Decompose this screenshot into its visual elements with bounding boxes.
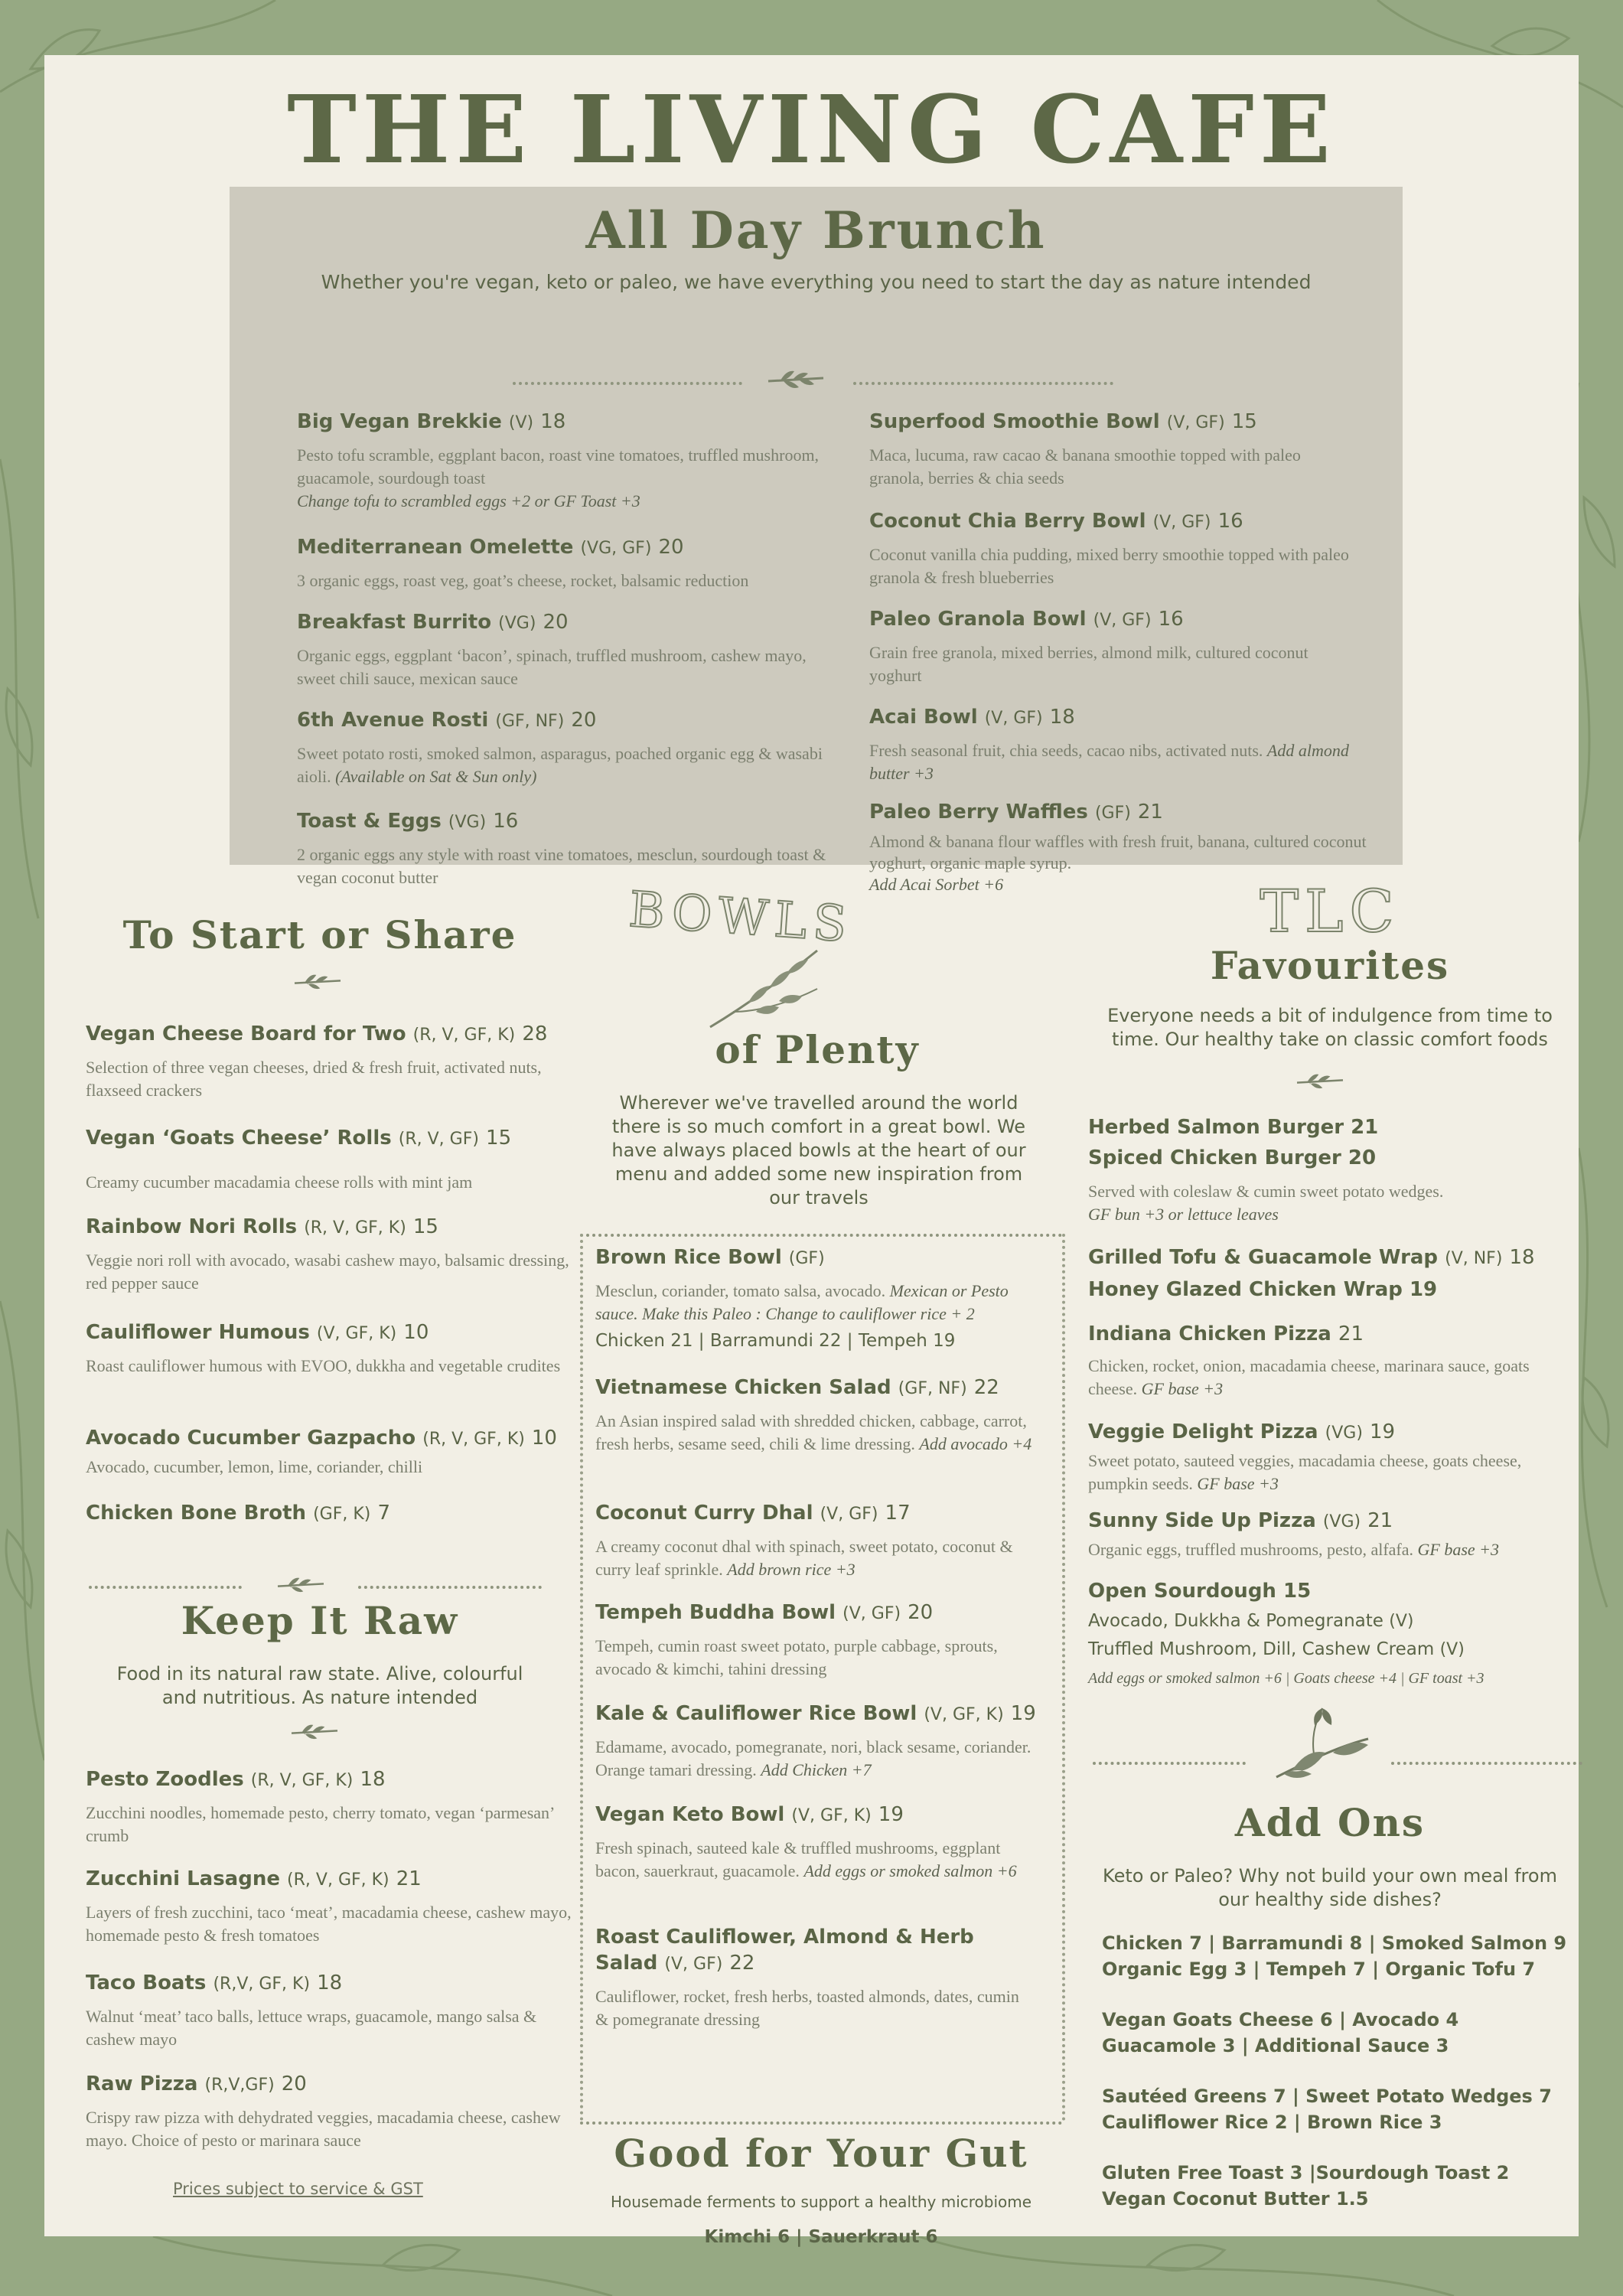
item-name: Breakfast Burrito (297, 611, 492, 634)
item-tags: (GF, NF) (495, 712, 565, 731)
item-tags: (R,V,GF) (204, 2076, 275, 2095)
item-extra: Change tofu to scrambled eggs +2 or GF Toast +3 (297, 491, 640, 510)
menu-item (86, 1319, 575, 1378)
leaf-sprig-icon (291, 970, 344, 993)
item-price: 21 (1137, 801, 1163, 823)
item-name: Grilled Tofu & Guacamole Wrap (1088, 1246, 1439, 1269)
item-price: 19 (878, 1803, 904, 1826)
item-desc: Walnut ‘meat’ taco balls, lettuce wraps, guacamole, mango salsa & cashew mayo (86, 2007, 537, 2049)
flower-sprig-icon (1269, 1701, 1376, 1785)
addons-intro: Keto or Paleo? Why not build your own meal from our healthy side dishes? (1103, 1865, 1557, 1910)
item-option: Truffled Mushroom, Dill, Cashew Cream (1088, 1639, 1435, 1659)
menu-item (869, 606, 1359, 687)
item-price: 19 (1369, 1420, 1396, 1443)
item-name: Indiana Chicken Pizza (1088, 1322, 1331, 1345)
item-desc: Veggie nori roll with avocado, wasabi cashew mayo, balsamic dressing, red pepper sauce (86, 1251, 569, 1293)
item-tags: (VG) (1325, 1424, 1363, 1443)
item-tags: (VG) (1322, 1512, 1361, 1531)
item-options: Chicken 21 | Barramundi 22 | Tempeh 19 (595, 1331, 956, 1351)
item-desc: Pesto tofu scramble, eggplant bacon, roast vine tomatoes, truffled mushroom, guacamole, sourdough toast (297, 445, 820, 488)
menu-item (595, 1500, 1047, 1581)
item-tags: (V, GF) (1152, 513, 1211, 532)
wraps-item (1088, 1244, 1578, 1303)
menu-item (86, 1425, 591, 1479)
item-tags: (V, NF) (1445, 1249, 1503, 1268)
bowls-box-right-border (1062, 1234, 1065, 2122)
item-price: 21 (396, 1867, 422, 1890)
item-price: 20 (658, 536, 684, 559)
menu-item (297, 609, 833, 690)
item-name: Big Vegan Brekkie (297, 410, 502, 433)
item-extra: (Available on Sat & Sun only) (335, 767, 537, 786)
item-desc: Crispy raw pizza with dehydrated veggies, macadamia cheese, cashew mayo. Choice of pesto or marinara sauce (86, 2108, 561, 2150)
item-tags: (V, GF) (842, 1604, 901, 1623)
item-price: 10 (531, 1427, 557, 1450)
menu-item (595, 1375, 1054, 1456)
item-name: Avocado Cucumber Gazpacho (86, 1427, 416, 1450)
item-price: 22 (973, 1376, 999, 1399)
item-desc: Almond & banana flour waffles with fresh fruit, banana, cultured coconut yoghurt, organic maple syrup. (869, 832, 1367, 872)
menu-item (595, 1244, 1047, 1353)
item-name: Vegan ‘Goats Cheese’ Rolls (86, 1127, 392, 1150)
item-tags: (R,V, GF, K) (213, 1975, 311, 1994)
item-price: 21 (1367, 1509, 1393, 1532)
item-price: 16 (1217, 510, 1243, 533)
item-option: Avocado, Dukkha & Pomegranate (1088, 1611, 1383, 1631)
item-tags: (R, V, GF, K) (412, 1026, 516, 1045)
bowls-outline-heading: BOWLS (627, 881, 855, 954)
item-name: Toast & Eggs (297, 810, 442, 833)
item-price: 10 (403, 1321, 429, 1344)
menu-item (595, 1600, 1047, 1681)
item-price: 19 (1010, 1702, 1036, 1725)
item-tags: (V, GF) (1166, 413, 1225, 432)
item-tags: (V) (1439, 1640, 1465, 1659)
item-desc: Tempeh, cumin roast sweet potato, purple cabbage, sprouts, avocado & kimchi, tahini dressing (595, 1636, 998, 1678)
menu-item (1088, 1508, 1578, 1561)
item-price: 15 (486, 1127, 512, 1150)
item-desc: An Asian inspired salad with shredded chicken, cabbage, carrot, fresh herbs, sesame seed, chili & lime dressing. (595, 1411, 1027, 1453)
item-desc: Organic eggs, eggplant ‘bacon’, spinach, truffled mushroom, cashew mayo, sweet chili sauce, mexican sauce (297, 646, 807, 688)
item-extra: GF base +3 (1197, 1474, 1279, 1493)
item-desc: Fresh seasonal fruit, chia seeds, cacao nibs, activated nuts. (869, 741, 1263, 760)
item-price: 20 (543, 611, 569, 634)
item-name: Sunny Side Up Pizza (1088, 1509, 1316, 1532)
item-desc: Sweet potato rosti, smoked salmon, asparagus, poached organic egg & wasabi aioli. (297, 744, 823, 786)
bowls-box-bottom-border (580, 2122, 1062, 2125)
item-price: 16 (493, 810, 519, 833)
item-name: Roast Cauliflower, Almond & Herb Salad (595, 1926, 974, 1975)
item-name: Tempeh Buddha Bowl (595, 1601, 836, 1624)
item-tags: (V, GF, K) (316, 1324, 397, 1343)
gut-title: Good for Your Gut (614, 2131, 1028, 2176)
leaf-sprig-icon (765, 366, 826, 393)
cafe-title: THE LIVING CAFE (287, 74, 1336, 184)
menu-item (86, 1021, 575, 1102)
item-name: Raw Pizza (86, 2073, 198, 2095)
item-price: 15 (412, 1215, 438, 1238)
addon-line: Vegan Goats Cheese 6 | Avocado 4 (1102, 2009, 1459, 2030)
item-name: Honey Glazed Chicken Wrap 19 (1088, 1278, 1438, 1301)
menu-item (86, 1125, 575, 1194)
divider-dots-right (358, 1586, 542, 1589)
menu-item (869, 704, 1359, 785)
item-extra: Add almond butter +3 (869, 741, 1349, 783)
item-name: 6th Avenue Rosti (297, 709, 489, 732)
item-price: 20 (281, 2073, 307, 2095)
item-tags: (VG) (498, 614, 536, 633)
addon-line: Gluten Free Toast 3 |Sourdough Toast 2 (1102, 2162, 1510, 2183)
item-desc: Cauliflower, rocket, fresh herbs, toasted almonds, dates, cumin & pomegranate dressing (595, 1987, 1019, 2029)
menu-item (297, 808, 833, 889)
item-extra: GF base +3 (1141, 1379, 1224, 1398)
item-price: 18 (317, 1971, 343, 1994)
item-name: Paleo Granola Bowl (869, 608, 1087, 631)
start-title: To Start or Share (122, 912, 517, 957)
item-name: Spiced Chicken Burger 20 (1088, 1146, 1377, 1169)
bowls-box-left-border (580, 1234, 583, 2122)
menu-item (86, 1766, 575, 1848)
item-price: 21 (1338, 1322, 1364, 1345)
menu-item (1088, 1321, 1563, 1401)
item-tags: (V, GF) (820, 1505, 878, 1524)
item-tags: (R, V, GF) (398, 1130, 479, 1149)
item-tags: (R, V, GF, K) (304, 1218, 406, 1238)
leaf-sprig-icon (288, 1720, 341, 1743)
item-extra: Mexican or Pesto sauce. Make this Paleo : Change to cauliflower rice + 2 (595, 1281, 1009, 1323)
item-tags: (GF) (788, 1249, 825, 1268)
item-name: Coconut Chia Berry Bowl (869, 510, 1146, 533)
item-price: 15 (1231, 410, 1257, 433)
item-name: Vegan Cheese Board for Two (86, 1022, 406, 1045)
item-desc: Served with coleslaw & cumin sweet potato wedges. (1088, 1182, 1444, 1201)
divider-dots-right (853, 382, 1113, 385)
item-desc: Chicken, rocket, onion, macadamia cheese, marinara sauce, goats cheese. (1088, 1356, 1530, 1398)
item-tags: (R, V, GF, K) (287, 1870, 389, 1890)
item-tags: (VG, GF) (580, 539, 652, 558)
menu-item (86, 1866, 575, 1947)
menu-item (86, 1214, 575, 1295)
item-desc: Mesclun, coriander, tomato salsa, avocado. (595, 1281, 886, 1300)
item-desc: 2 organic eggs any style with roast vine tomatoes, mesclun, sourdough toast & vegan coconut butter (297, 845, 826, 887)
item-name: Kale & Cauliflower Rice Bowl (595, 1702, 917, 1725)
item-name: Coconut Curry Dhal (595, 1502, 813, 1525)
item-desc: A creamy coconut dhal with spinach, sweet potato, coconut & curry leaf sprinkle. (595, 1537, 1013, 1579)
addon-line: Guacamole 3 | Additional Sauce 3 (1102, 2035, 1449, 2056)
item-tags: (GF) (1094, 804, 1131, 823)
addon-line: Cauliflower Rice 2 | Brown Rice 3 (1102, 2112, 1442, 2133)
item-name: Pesto Zoodles (86, 1768, 244, 1791)
leaf-sprig-icon (1293, 1070, 1347, 1093)
item-price: 18 (1049, 706, 1075, 729)
item-name: Chicken Bone Broth (86, 1502, 307, 1525)
menu-item (1088, 1419, 1555, 1495)
item-name: Veggie Delight Pizza (1088, 1420, 1318, 1443)
item-name: Open Sourdough 15 (1088, 1580, 1312, 1603)
sourdough-item (1088, 1578, 1578, 1690)
menu-page (44, 55, 1579, 2247)
item-tags: (GF, K) (313, 1505, 371, 1524)
item-desc: Selection of three vegan cheeses, dried & fresh fruit, activated nuts, flaxseed crackers (86, 1058, 542, 1100)
addons-title: Add Ons (1234, 1800, 1426, 1845)
item-extra: Add Chicken +7 (761, 1760, 872, 1779)
menu-item (595, 1802, 1047, 1883)
menu-item (297, 534, 855, 592)
item-price: 20 (908, 1601, 934, 1624)
item-desc: Layers of fresh zucchini, taco ‘meat’, macadamia cheese, cashew mayo, homemade pesto & fresh tomatoes (86, 1903, 572, 1945)
item-extra: Add Acai Sorbet +6 (869, 875, 1004, 894)
item-desc: Creamy cucumber macadamia cheese rolls with mint jam (86, 1172, 473, 1192)
addons-list (1102, 1930, 1576, 2212)
item-name: Cauliflower Humous (86, 1321, 310, 1344)
item-desc: Sweet potato, sauteed veggies, macadamia cheese, goats cheese, pumpkin seeds. (1088, 1451, 1522, 1493)
item-tags: (V, GF) (1093, 611, 1152, 630)
item-desc: Zucchini noodles, homemade pesto, cherry tomato, vegan ‘parmesan’ crumb (86, 1803, 554, 1845)
item-desc: 3 organic eggs, roast veg, goat’s cheese, rocket, balsamic reduction (297, 571, 749, 590)
item-price: 20 (571, 709, 597, 732)
divider-dots-left (89, 1586, 242, 1589)
brunch-section (230, 187, 1403, 894)
raw-title: Keep It Raw (181, 1598, 459, 1643)
item-price: 28 (522, 1022, 548, 1045)
item-name: Paleo Berry Waffles (869, 801, 1088, 823)
wheat-sprig-icon (702, 943, 825, 1035)
item-name: Taco Boats (86, 1971, 207, 1994)
bowls-box-top-border (580, 1234, 1062, 1237)
item-desc: Avocado, cucumber, lemon, lime, coriander, chilli (86, 1457, 423, 1476)
item-name: Brown Rice Bowl (595, 1246, 782, 1269)
tlc-intro: Everyone needs a bit of indulgence from time to time. Our healthy take on classic comfort foods (1107, 1005, 1553, 1050)
bowls-intro: Wherever we've travelled around the world there is so much comfort in a great bowl. We have always placed bowls at the heart of our menu and added some new inspiration from our travels (611, 1092, 1026, 1208)
brunch-subtitle: Whether you're vegan, keto or paleo, we have everything you need to start the day as nature intended (321, 271, 1312, 293)
menu-item (86, 2071, 575, 2152)
item-tags: (V, GF, K) (924, 1705, 1004, 1724)
item-tags: (V, GF) (664, 1955, 723, 1974)
item-desc: Maca, lucuma, raw cacao & banana smoothie topped with paleo granola, berries & chia seeds (869, 445, 1301, 488)
item-name: Zucchini Lasagne (86, 1867, 280, 1890)
leaf-sprig-icon (274, 1574, 328, 1596)
item-tags: (VG) (448, 813, 487, 832)
item-name: Rainbow Nori Rolls (86, 1215, 298, 1238)
item-extra: Add eggs or smoked salmon +6 | Goats cheese +4 | GF toast +3 (1088, 1670, 1484, 1687)
prices-note: Prices subject to service & GST (173, 2180, 423, 2198)
brunch-title: All Day Brunch (585, 201, 1047, 260)
gut-intro: Housemade ferments to support a healthy microbiome (610, 2193, 1032, 2211)
divider-dots-left (1093, 1762, 1246, 1765)
item-price: 22 (729, 1952, 755, 1975)
item-desc: Fresh spinach, sauteed kale & truffled mushrooms, eggplant bacon, sauerkraut, guacamole. (595, 1838, 1001, 1880)
item-price: 17 (885, 1502, 911, 1525)
menu-item (595, 1924, 1024, 2031)
item-price: 16 (1158, 608, 1184, 631)
item-desc: Coconut vanilla chia pudding, mixed berry smoothie topped with paleo granola & fresh blueberries (869, 545, 1349, 587)
item-desc: Edamame, avocado, pomegranate, nori, black sesame, coriander. Orange tamari dressing. (595, 1737, 1031, 1779)
item-desc: Roast cauliflower humous with EVOO, dukkha and vegetable crudites (86, 1356, 561, 1375)
item-name: Vegan Keto Bowl (595, 1803, 785, 1826)
item-tags: (R, V, GF, K) (250, 1771, 354, 1790)
item-name: Vietnamese Chicken Salad (595, 1376, 891, 1399)
addon-line: Sautéed Greens 7 | Sweet Potato Wedges 7 (1102, 2086, 1552, 2107)
item-tags: (V, GF, K) (791, 1806, 872, 1825)
item-tags: (R, V, GF, K) (422, 1430, 525, 1449)
addon-line: Chicken 7 | Barramundi 8 | Smoked Salmon 9 (1102, 1932, 1567, 1954)
item-tags: (V) (508, 413, 534, 432)
item-price: 7 (377, 1502, 390, 1525)
divider-dots-left (513, 382, 742, 385)
menu-item (297, 409, 833, 513)
menu-item (869, 508, 1359, 589)
item-desc: Grain free granola, mixed berries, almond milk, cultured coconut yoghurt (869, 643, 1309, 685)
item-extra: GF base +3 (1417, 1540, 1500, 1559)
item-extra: Add eggs or smoked salmon +6 (803, 1861, 1017, 1880)
item-price: 18 (540, 410, 566, 433)
menu-item (595, 1701, 1054, 1782)
bowls-title: of Plenty (715, 1027, 920, 1072)
raw-intro: Food in its natural raw state. Alive, colourful and nutritious. As nature intended (116, 1663, 523, 1708)
item-name: Mediterranean Omelette (297, 536, 574, 559)
item-price: 18 (360, 1768, 386, 1791)
tlc-outline-heading: TLC (1260, 877, 1400, 945)
item-tags: (GF, NF) (898, 1379, 967, 1398)
item-tags: (V, GF) (984, 709, 1043, 728)
item-name: Acai Bowl (869, 706, 978, 729)
addon-line: Organic Egg 3 | Tempeh 7 | Organic Tofu 7 (1102, 1958, 1536, 1980)
item-extra: Add avocado +4 (919, 1434, 1032, 1453)
item-tags: (V) (1389, 1612, 1414, 1631)
menu-item (297, 707, 833, 788)
item-extra: GF bun +3 or lettuce leaves (1088, 1205, 1279, 1224)
item-name: Superfood Smoothie Bowl (869, 410, 1160, 433)
tlc-title: Favourites (1210, 943, 1450, 988)
item-price: 18 (1509, 1246, 1535, 1269)
item-desc: Organic eggs, truffled mushrooms, pesto, alfafa. (1088, 1540, 1414, 1559)
menu-item (86, 1970, 575, 2051)
menu-item (86, 1500, 575, 1528)
item-extra: Add brown rice +3 (727, 1560, 855, 1579)
burgers-item (1088, 1114, 1555, 1226)
item-name: Herbed Salmon Burger 21 (1088, 1116, 1379, 1139)
divider-dots-right (1391, 1762, 1582, 1765)
gut-items: Kimchi 6 | Sauerkraut 6 (704, 2227, 938, 2247)
addon-line: Vegan Coconut Butter 1.5 (1102, 2188, 1369, 2210)
menu-item (869, 409, 1359, 490)
